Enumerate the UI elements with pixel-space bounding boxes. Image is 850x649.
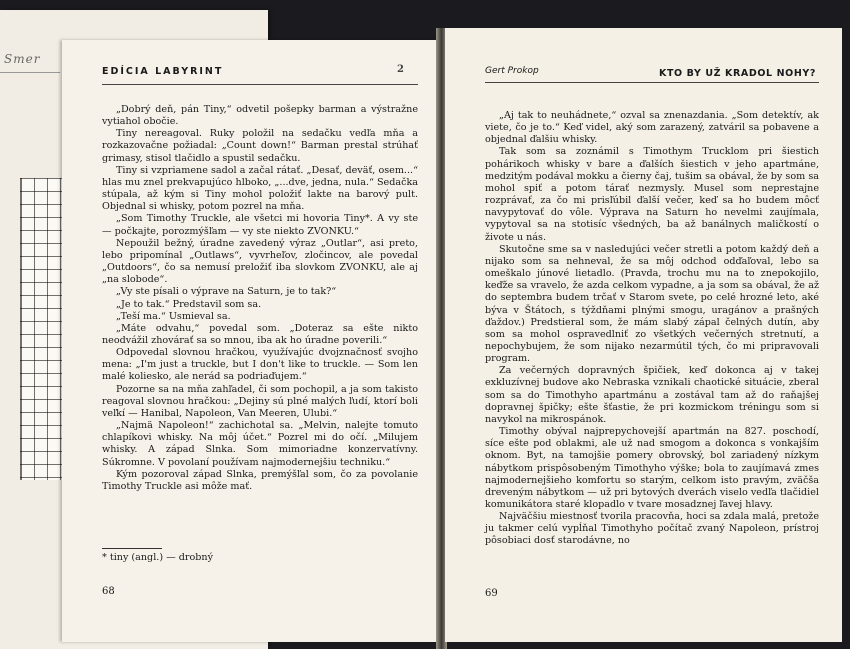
- left-body-text: [102, 104, 418, 493]
- left-header-mark: 2: [397, 64, 404, 75]
- right-page-number: 69: [485, 588, 498, 599]
- footnote: * tiny (angl.) — drobný: [102, 552, 213, 563]
- right-paragraph: Timothy obýval najprepychovejší apartmán na 827. poschodí, síce ešte pod oblakmi, ale už nad smogom a dokonca s vonkajším oknom. Byt, na tamojšie pomery obrovský, bol zariadený nízkym nábytkom prispôsobeným Timothyho výške; bola to zaujímavá zmes najmodernejšieho komfortu so starým, celkom isto pravým, zväčša dreveným nábytkom — už pri bytových dverách viselo vedľa tlačidiel komunikátora staré klopadlo v tvare mosadznej ľavej hlavy.: [485, 426, 819, 510]
- left-paragraph: Pozorne sa na mňa zahľadel, či som pochopil, a ja som takisto reagoval slovnou hračkou: „Dejiny sú plné malých ľudí, ktorí boli veľkí — Hanibal, Napoleon, Van Meeren, Ulubi.“: [102, 383, 418, 419]
- left-paragraph: Odpovedal slovnou hračkou, využívajúc dvojznačnosť svojho mena: „I'm just a truckle, but I don't like to truckle. — Som len malé koliesko, ale nerád sa podriaďujem.“: [102, 347, 418, 383]
- left-paragraph: „Najmä Napoleon!“ zachichotal sa. „Melvin, nalejte tomuto chlapíkovi whisky. Na môj účet.“ Pozrel mi do očí. „Milujem whisky. A západ Slnka. Som mimoriadne konzervatívny. Súkromne. V povolaní používam najmodernejšiu techniku.“: [102, 420, 418, 468]
- right-header-rule: [485, 82, 819, 83]
- right-paragraph: Za večerných dopravných špičiek, keď dokonca aj v takej exkluzívnej budove ako Nebraska vznikali chaotické situácie, zberal som sa do Timothyho apartmánu a zostával tam až do raňajšej dopravnej špičky; ešte šťastie, že pri kozmickom tréningu som si navykol na mikrospánok.: [485, 365, 819, 425]
- left-paragraph: „Dobrý deň, pán Tiny,“ odvetil pošepky barman a výstražne vytiahol obočie.: [102, 104, 418, 128]
- left-paragraph: „Je to tak.“ Predstavil som sa.: [116, 298, 262, 310]
- right-running-author: Gert Prokop: [485, 66, 539, 76]
- right-body-text: [485, 110, 819, 548]
- right-page: [445, 28, 842, 642]
- left-paragraph: Tiny nereagoval. Ruky položil na sedačku vedľa mňa a rozkazovačne požiadal: „Count down!“ Barman prestal strúhať grimasy, stisol tlačidlo a spustil sedačku.: [102, 128, 418, 164]
- graph-paper-strip: [20, 178, 67, 480]
- footnote-rule: [102, 548, 162, 549]
- left-paragraph: „Som Timothy Truckle, ale všetci mi hovoria Tiny*. A vy ste — počkajte, porozmýšľam — vy ste niekto ZVONKU.“: [102, 213, 418, 237]
- back-page-header: Smer: [4, 52, 41, 66]
- right-paragraph: „Aj tak to neuhádnete,“ ozval sa znenazdania. „Som detektív, ak viete, čo je to.“ Keď videl, aký som zarazený, zatváril sa pobavene a objednal ďalšiu whisky.: [485, 110, 819, 146]
- left-paragraph: Nepoužil bežný, úradne zavedený výraz „Outlar“, asi preto, lebo pripomínal „Outlaws“, vyvrheľov, zločincov, ale povedal „Outdoors“, čo sa nemusí preložiť iba slovkom ZVONKU, ale aj „na slobode“.: [102, 237, 418, 286]
- left-page-number: 68: [102, 586, 115, 597]
- right-paragraph: Skutočne sme sa v nasledujúci večer stretli a potom každý deň a nijako som sa nehneval, že sa môj odchod odďaľoval, lebo sa omeškalo júnové lietadlo. (Pravda, trochu mu na to znepokojilo, keďže sa vravelo, že azda celkom vypadne, a ja som sa obával, že až do septembra budem trčať v Starom svete, po celé hrozné leto, aké býva v Štátoch, s týždňami plnými smogu, uragánov a prašných ďaždov.) Predstieral som, že mám slabý zápal čelných dutín, aby som sa mohol ospravedlniť zo všetkých večerných stretnutí, a nepochybujem, že som nijako nezarmútil tých, čo mi pripravovali program.: [485, 243, 819, 365]
- left-page: [62, 40, 438, 642]
- left-paragraph: „Vy ste písali o výprave na Saturn, je to tak?“: [116, 286, 337, 298]
- left-header-rule: [102, 84, 418, 85]
- back-page-rule: [0, 72, 60, 73]
- left-paragraph: Tiny si vzpriamene sadol a začal rátať. „Desať, deväť, osem...“ hlas mu znel prekvapujúco hlboko, „...dve, jedna, nula.“ Sedačka stúpala, až kým si Tiny mohol položiť lakte na barový pult. Objednal si whisky, potom pozrel na mňa.: [102, 164, 418, 213]
- right-running-title: KTO BY UŽ KRADOL NOHY?: [659, 68, 816, 79]
- right-paragraph: Najväčšiu miestnosť tvorila pracovňa, hoci sa zdala malá, pretože ju takmer celú vypĺňal Timothyho počítač zvaný Napoleon, prístroj pôsobiaci dosť starodávne, no: [485, 511, 819, 547]
- right-paragraph: Tak som sa zoznámil s Timothym Trucklom pri šiestich pohárikoch whisky v bare a ďalších šiestich v jeho apartmáne, medzitým podával mokku a čierny čaj, tušim sa obával, že by som sa mohol spiť a potom tárať nezmysly. Musel som neprestajne rozprávať, za čo mi prisľúbil ďalší večer, keď sa ho budem môcť navypytovať do vôle. Výprava na Saturn ho nevelmi zaujímala, vypytoval sa na stotisíc všedných, ba až banálnych maličkostí o živote u nás.: [485, 146, 819, 243]
- left-paragraph: „Teší ma.“ Usmieval sa.: [116, 310, 231, 322]
- left-paragraph: Kým pozoroval západ Slnka, premýšľal som, čo za povolanie Timothy Truckle asi môže mať.: [102, 468, 418, 492]
- left-running-title: EDÍCIA LABYRINT: [102, 66, 224, 77]
- left-paragraph: „Máte odvahu,“ povedal som. „Doteraz sa ešte nikto neodvážil zhovárať sa so mnou, iba ak ho úradne poverili.“: [102, 322, 418, 346]
